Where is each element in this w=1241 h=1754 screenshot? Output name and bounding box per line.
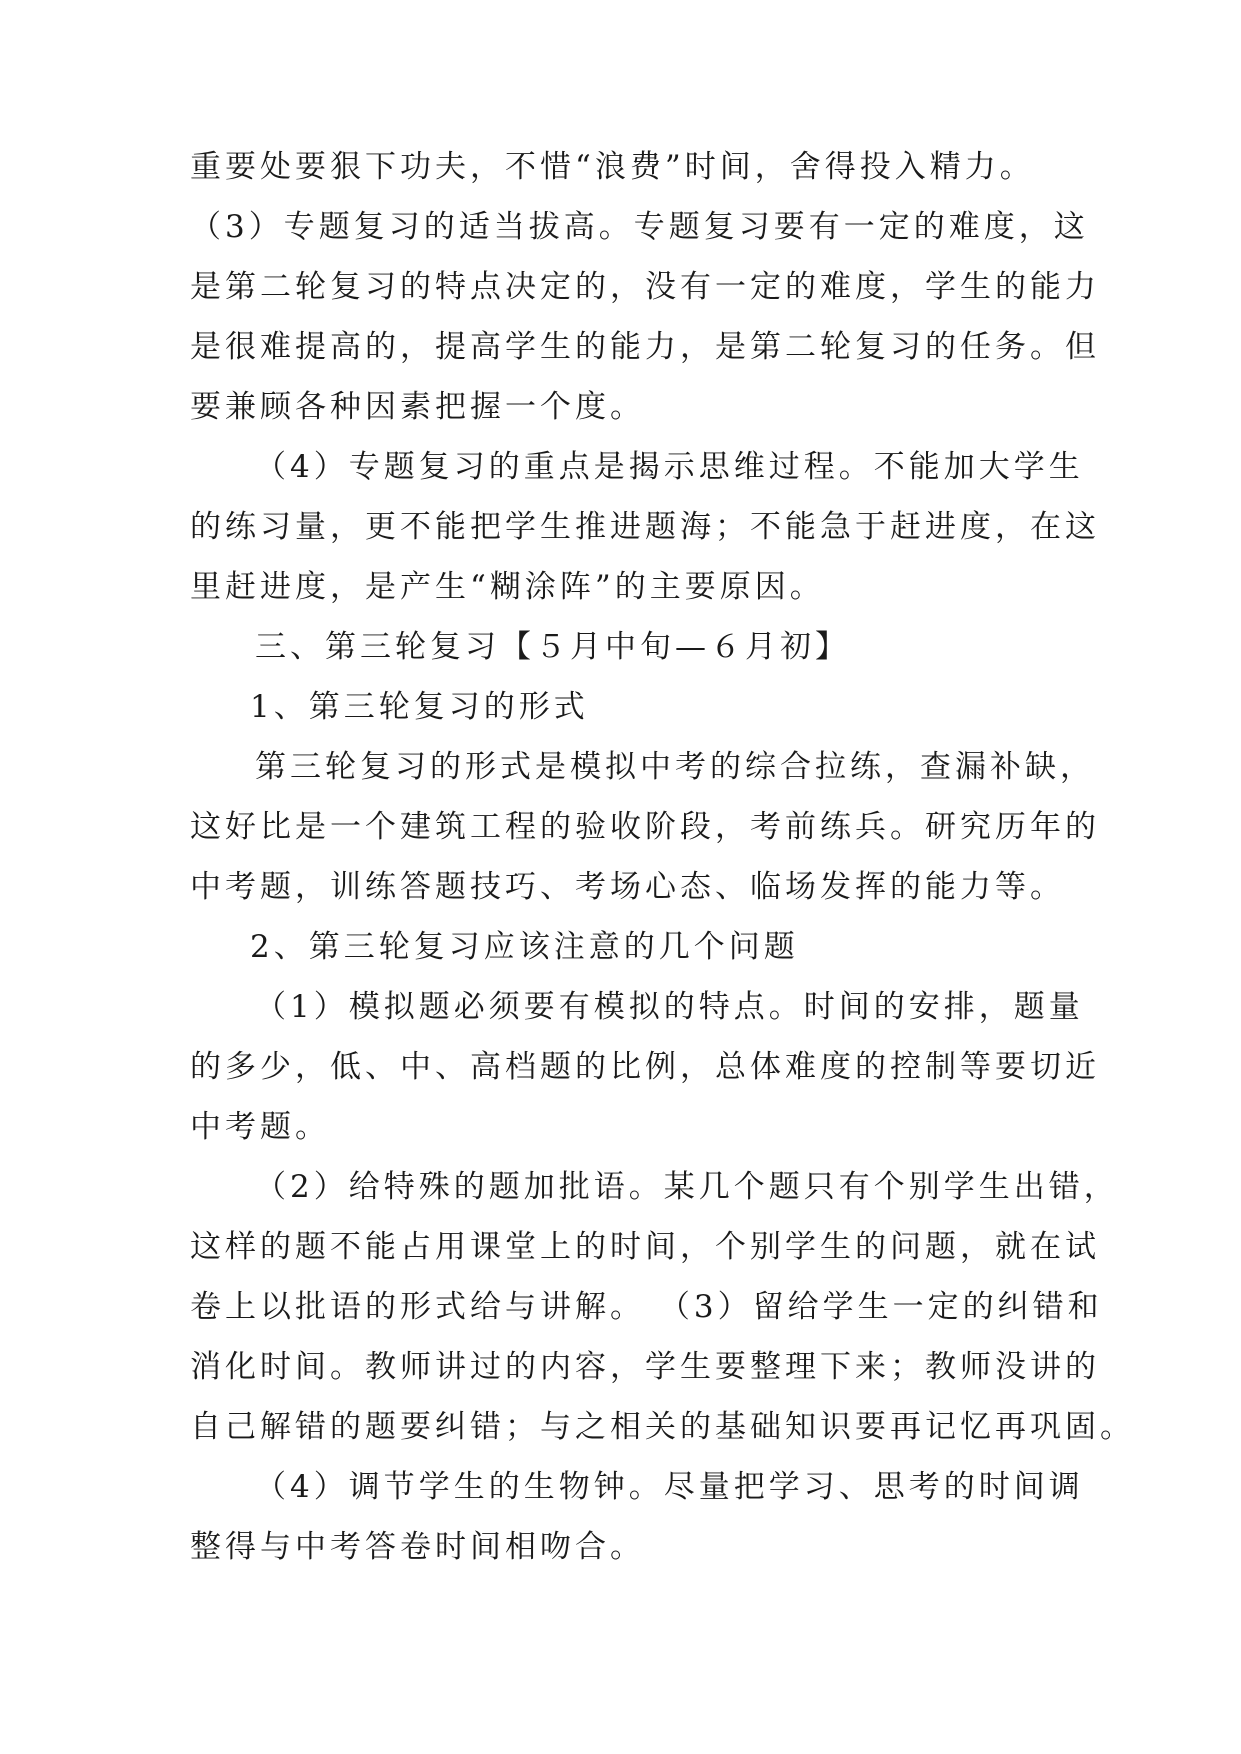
subsection-heading: 2、第三轮复习应该注意的几个问题 <box>250 929 799 965</box>
text-line: （1）模拟题必须要有模拟的特点。时间的安排，题量 <box>255 989 1084 1025</box>
text-line: （4）调节学生的生物钟。尽量把学习、思考的时间调 <box>255 1469 1084 1505</box>
text-line: 第三轮复习的形式是模拟中考的综合拉练，查漏补缺， <box>255 749 1095 785</box>
text-line: 整得与中考答卷时间相吻合。 <box>190 1529 645 1565</box>
text-line: 卷上以批语的形式给与讲解。 （3）留给学生一定的纠错和 <box>190 1289 1103 1325</box>
text-line: 重要处要狠下功夫，不惜“浪费”时间，舍得投入精力。 <box>190 149 1035 185</box>
text-line: （3）专题复习的适当拔高。专题复习要有一定的难度，这 <box>190 209 1089 245</box>
text-line: 这样的题不能占用课堂上的时间，个别学生的问题，就在试 <box>190 1229 1100 1265</box>
text-line: 这好比是一个建筑工程的验收阶段，考前练兵。研究历年的 <box>190 809 1100 845</box>
text-line: （4）专题复习的重点是揭示思维过程。不能加大学生 <box>255 449 1084 485</box>
text-line: （2）给特殊的题加批语。某几个题只有个别学生出错， <box>255 1169 1119 1205</box>
text-line: 消化时间。教师讲过的内容，学生要整理下来；教师没讲的 <box>190 1349 1100 1385</box>
subsection-heading: 1、第三轮复习的形式 <box>250 689 589 725</box>
text-line: 是第二轮复习的特点决定的，没有一定的难度，学生的能力 <box>190 269 1100 305</box>
text-line: 的多少，低、中、高档题的比例，总体难度的控制等要切近 <box>190 1049 1100 1085</box>
text-line: 是很难提高的，提高学生的能力，是第二轮复习的任务。但 <box>190 329 1100 365</box>
text-line: 的练习量，更不能把学生推进题海；不能急于赶进度，在这 <box>190 509 1100 545</box>
section-heading: 三、第三轮复习【５月中旬—６月初】 <box>255 629 850 665</box>
text-line: 自己解错的题要纠错；与之相关的基础知识要再记忆再巩固。 <box>190 1409 1135 1445</box>
text-line: 中考题。 <box>190 1109 330 1145</box>
text-line: 里赶进度，是产生“糊涂阵”的主要原因。 <box>190 569 825 605</box>
text-line: 中考题，训练答题技巧、考场心态、临场发挥的能力等。 <box>190 869 1065 905</box>
text-line: 要兼顾各种因素把握一个度。 <box>190 389 645 425</box>
